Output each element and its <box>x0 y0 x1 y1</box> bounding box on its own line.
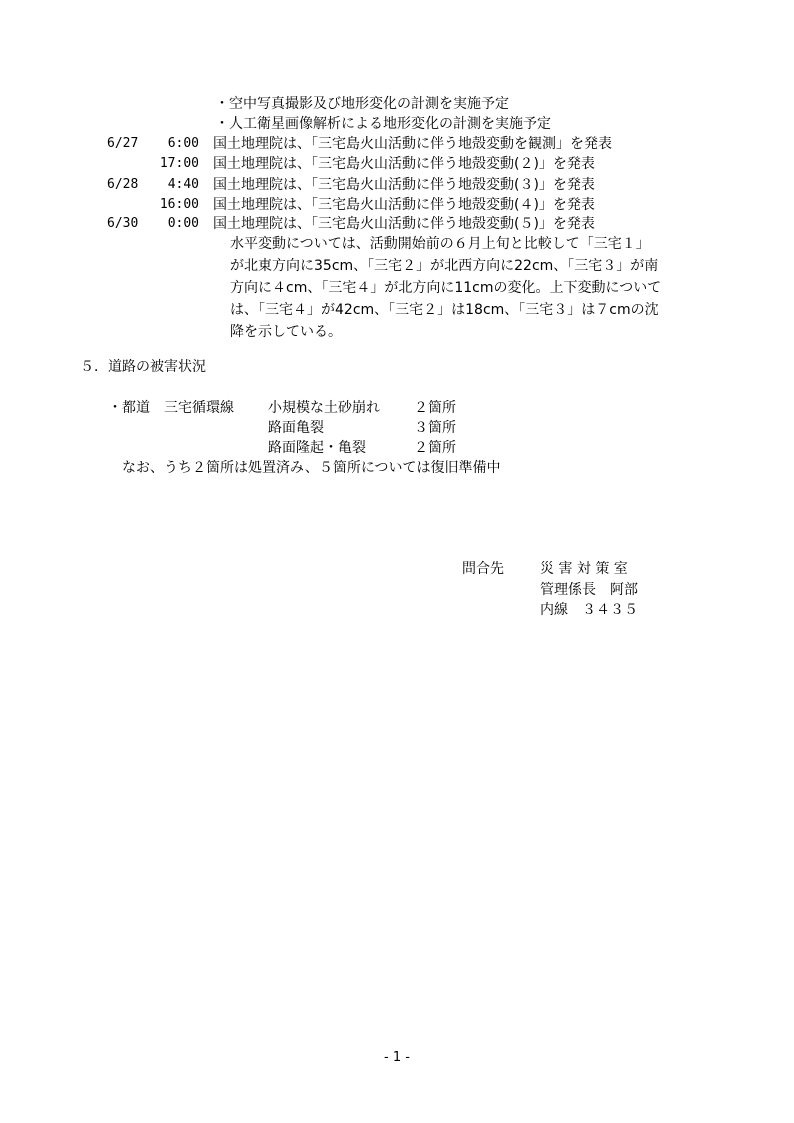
log-time: 17:00 <box>159 156 199 171</box>
log-time: 16:00 <box>159 197 199 212</box>
damage-count: ２箇所 <box>414 400 456 416</box>
log-date: 6/28 <box>107 177 139 192</box>
damage-label: 小規模な土砂崩れ <box>268 400 380 416</box>
paragraph-line: 降を示している。 <box>230 324 342 340</box>
log-time: 0:00 <box>167 216 199 231</box>
repair-note: なお、うち２箇所は処置済み、５箇所については復旧準備中 <box>122 460 501 476</box>
log-text: 国土地理院は、「三宅島火山活動に伴う地殻変動を観測」を発表 <box>213 136 612 152</box>
paragraph-line: 水平変動については、活動開始前の６月上旬と比較して「三宅１」 <box>230 236 650 252</box>
section-heading: ５．道路の被害状況 <box>80 359 206 375</box>
log-text: 国土地理院は、「三宅島火山活動に伴う地殻変動(２)」を発表 <box>213 156 595 172</box>
page-number: - 1 - <box>384 1050 410 1065</box>
log-date: 6/30 <box>107 216 139 231</box>
paragraph-line: 方向に４cm、「三宅４」が北方向に11cmの変化。上下変動について <box>230 280 662 296</box>
log-text: 国土地理院は、「三宅島火山活動に伴う地殻変動(３)」を発表 <box>213 177 595 193</box>
contact-office: 災 害 対 策 室 <box>540 561 628 577</box>
damage-count: ２箇所 <box>414 440 456 456</box>
log-text: 国土地理院は、「三宅島火山活動に伴う地殻変動(４)」を発表 <box>213 197 595 213</box>
crustal-movement-paragraph <box>230 233 710 343</box>
log-date: 6/27 <box>107 136 139 151</box>
damage-count: ３箇所 <box>414 420 456 436</box>
road-name: ・都道 三宅循環線 <box>108 400 234 416</box>
paragraph-line: は、「三宅４」が42cm、「三宅２」は18cm、「三宅３」は７cmの沈 <box>230 302 659 318</box>
log-time: 6:00 <box>167 136 199 151</box>
contact-label: 問合先 <box>462 561 504 577</box>
contact-person: 管理係長 阿部 <box>540 582 638 598</box>
contact-extension: 内線 ３４３５ <box>540 602 638 618</box>
log-time: 4:40 <box>167 177 199 192</box>
damage-label: 路面亀裂 <box>268 420 324 436</box>
log-text: 国土地理院は、「三宅島火山活動に伴う地殻変動(５)」を発表 <box>213 216 595 232</box>
damage-label: 路面隆起・亀裂 <box>268 440 366 456</box>
paragraph-line: が北東方向に35cm、「三宅２」が北西方向に22cm、「三宅３」が南 <box>230 258 659 274</box>
bullet-aerial-photo: ・空中写真撮影及び地形変化の計測を実施予定 <box>215 96 509 112</box>
bullet-satellite-analysis: ・人工衛星画像解析による地形変化の計測を実施予定 <box>215 116 551 132</box>
